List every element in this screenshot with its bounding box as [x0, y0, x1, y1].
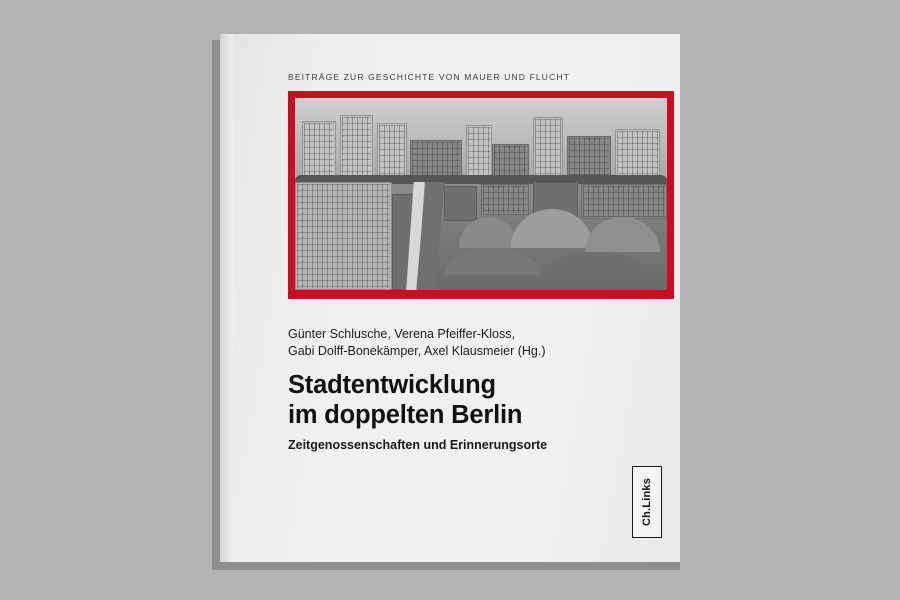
cover-photo-frame: [288, 91, 674, 299]
book-title-line-1: Stadtentwicklung: [288, 371, 496, 399]
book-cover: [220, 34, 680, 562]
series-title: BEITRÄGE ZUR GESCHICHTE VON MAUER UND FLUCHT: [288, 72, 571, 82]
photo-ruin-2: [481, 184, 529, 215]
photo-building-tower-4: [466, 125, 492, 183]
photo-building-tower-3: [377, 123, 407, 183]
photo-foreground-building: [295, 182, 392, 290]
book-subtitle: Zeitgenossenschaften und Erinnerungsorte: [288, 438, 548, 452]
publisher-logo: [632, 466, 662, 538]
photo-building-tower-5: [533, 117, 563, 182]
book-title: [288, 370, 522, 430]
editors-credit: [288, 326, 546, 360]
book-title-line-2: im doppelten Berlin: [288, 401, 523, 429]
photo-building-tower-2: [340, 115, 373, 182]
cover-photo: [295, 98, 667, 290]
photo-ruin-1: [444, 186, 477, 221]
editors-line-1: Günter Schlusche, Verena Pfeiffer-Kloss,: [288, 327, 515, 341]
photo-building-tower-1: [302, 121, 335, 182]
book-spine: [220, 34, 234, 562]
editors-line-2: Gabi Dolff-Bonekämper, Axel Klausmeier (Hg.): [288, 344, 546, 358]
photo-ruin-4: [581, 184, 667, 219]
publisher-logo-text: Ch.Links: [641, 477, 653, 527]
